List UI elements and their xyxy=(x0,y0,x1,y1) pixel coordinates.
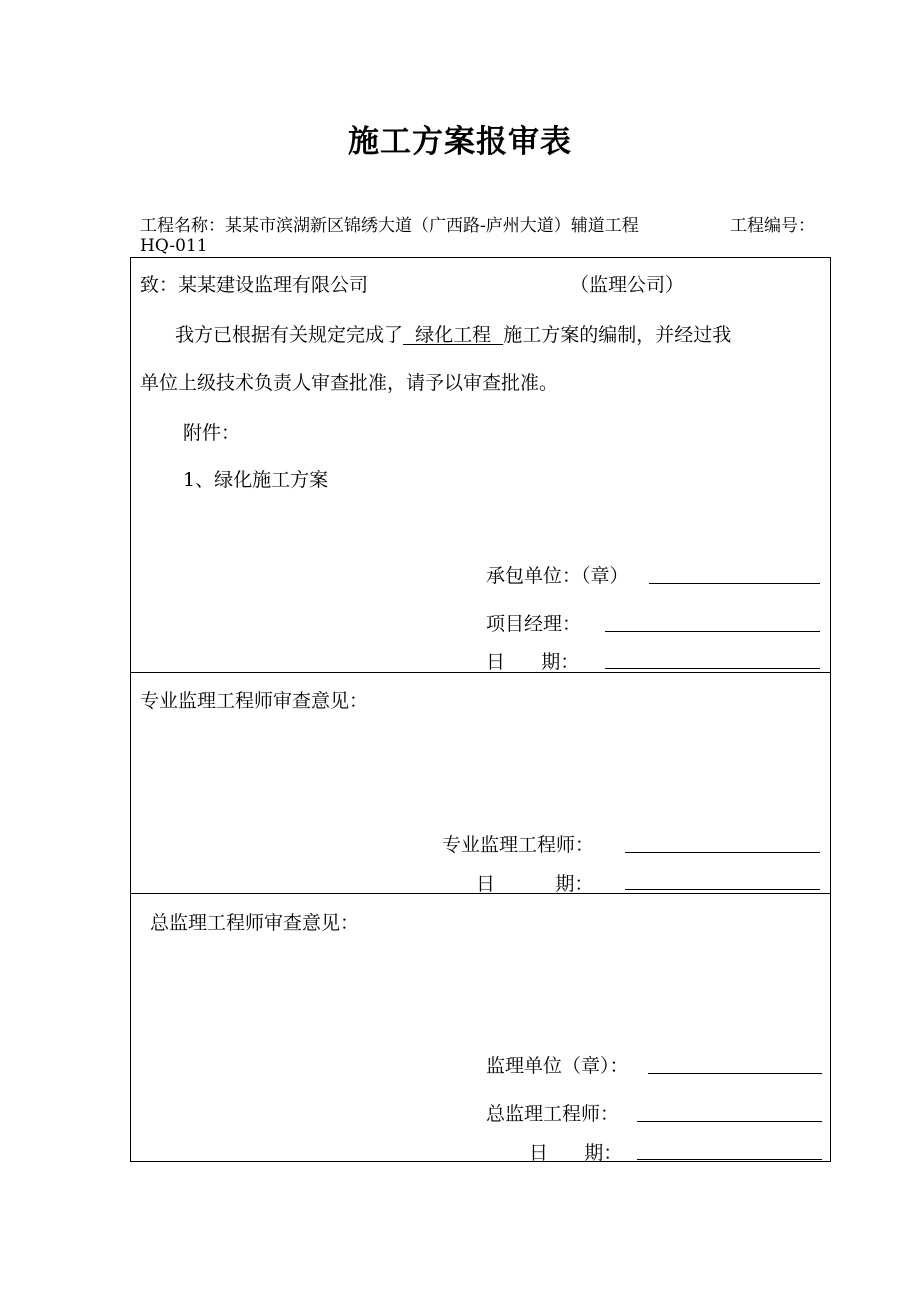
project-name: 工程名称：某某市滨湖新区锦绣大道（广西路-庐州大道）辅道工程 xyxy=(140,216,639,236)
section-divider-1 xyxy=(130,672,831,673)
manager-label: 项目经理： xyxy=(486,613,582,635)
date-label-1: 日 期： xyxy=(486,651,580,673)
attachment-item: 1、绿化施工方案 xyxy=(183,469,329,491)
contractor-label: 承包单位：（章） xyxy=(486,565,629,587)
date-label-2: 日 期： xyxy=(476,873,594,895)
chief-engineer-signature-line[interactable] xyxy=(637,1121,822,1122)
page-title: 施工方案报审表 xyxy=(348,124,572,160)
application-text xyxy=(175,320,731,347)
project-number-label: 工程编号： xyxy=(730,216,815,236)
date-line-1[interactable] xyxy=(605,668,820,669)
attachment-label: 附件： xyxy=(183,422,241,444)
specialist-opinion-heading: 专业监理工程师审查意见： xyxy=(140,690,369,712)
application-suffix: 施工方案的编制，并经过我 xyxy=(503,324,732,346)
scheme-name-field[interactable]: 绿化工程 xyxy=(403,324,504,346)
chief-opinion-heading: 总监理工程师审查意见： xyxy=(150,912,360,934)
application-text-line2: 单位上级技术负责人审查批准，请予以审查批准。 xyxy=(140,372,559,394)
date-line-3[interactable] xyxy=(637,1159,822,1160)
specialist-engineer-label: 专业监理工程师： xyxy=(442,834,595,856)
contractor-signature-line[interactable] xyxy=(649,583,820,584)
date-label-3: 日 期： xyxy=(529,1142,623,1164)
chief-engineer-label: 总监理工程师： xyxy=(486,1103,620,1125)
manager-signature-line[interactable] xyxy=(605,631,820,632)
date-line-2[interactable] xyxy=(625,889,820,890)
project-number-value: HQ-011 xyxy=(140,236,208,256)
supervision-unit-label: 监理单位（章）： xyxy=(486,1055,629,1077)
application-prefix: 我方已根据有关规定完成了 xyxy=(175,324,404,346)
supervision-unit-signature-line[interactable] xyxy=(648,1073,822,1074)
addressee-suffix: （监理公司） xyxy=(570,274,685,296)
specialist-signature-line[interactable] xyxy=(625,852,820,853)
addressee: 致：某某建设监理有限公司 xyxy=(140,274,369,296)
